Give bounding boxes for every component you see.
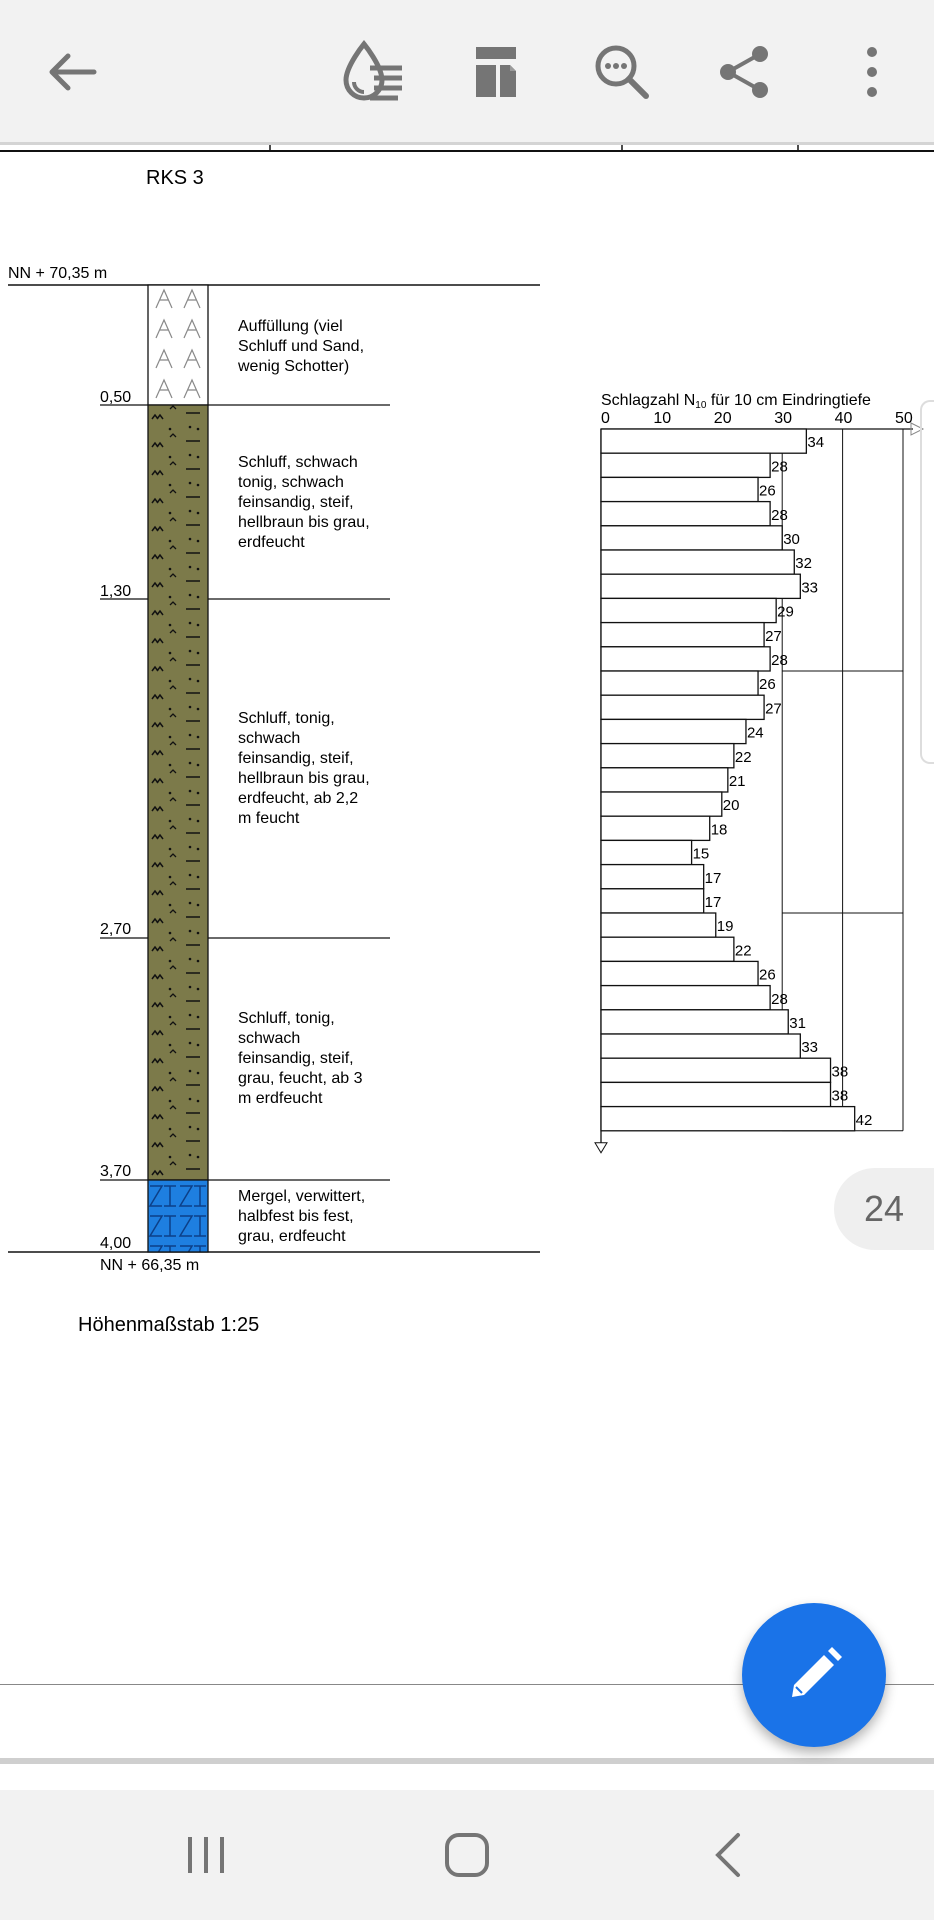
depth-label: 4,00 [100,1235,132,1252]
svg-text:feinsandig, steif,: feinsandig, steif, [238,1050,354,1067]
back-nav-icon[interactable] [688,1820,768,1890]
search-icon[interactable] [586,36,658,108]
borehole-profile-drawing [0,145,934,1685]
bar-value-label: 17 [704,869,722,887]
bar-value-label: 31 [789,1015,806,1032]
bar-value-label: 28 [771,990,788,1008]
bar-value-label: 29 [777,603,794,621]
svg-text:Schluff, schwach: Schluff, schwach [238,454,358,471]
document-page[interactable] [0,145,934,1685]
scroll-handle[interactable] [920,400,934,764]
bar [601,792,722,816]
bar [601,1010,788,1034]
depth-label: 3,70 [100,1163,132,1180]
svg-text:m feucht: m feucht [238,810,300,827]
bar-value-label: 28 [771,652,788,669]
bottom-elevation-label: NN + 66,35 m [100,1257,200,1274]
bar [601,598,776,622]
bar [601,865,704,889]
bar-value-label: 26 [759,676,776,694]
layer-description [237,318,364,375]
layer-description [238,710,370,827]
bar [601,574,800,598]
svg-text:Schluff, tonig,: Schluff, tonig, [238,710,335,727]
svg-text:erdfeucht: erdfeucht [238,534,305,551]
page-indicator: 24 [834,1168,934,1250]
depth-label: 0,50 [100,389,132,406]
svg-text:schwach: schwach [238,730,301,747]
svg-text:hellbraun bis grau,: hellbraun bis grau, [238,770,370,787]
bar-value-label: 26 [759,482,776,500]
svg-text:schwach: schwach [238,1030,301,1047]
page-layout-icon[interactable] [462,36,534,108]
bar [601,429,806,453]
svg-text:wenig Schotter): wenig Schotter) [238,358,350,375]
home-icon[interactable] [427,1820,507,1890]
bar [601,986,770,1010]
scale-label: Höhenmaßstab 1:25 [78,1314,260,1336]
axis-arrow [595,1143,607,1153]
svg-text:hellbraun bis grau,: hellbraun bis grau, [238,514,370,531]
svg-text:halbfest bis fest,: halbfest bis fest, [238,1208,354,1225]
bar-value-label: 30 [783,531,800,548]
bar [601,623,764,647]
bar [601,477,758,501]
borehole-title: RKS 3 [146,167,204,189]
bar-value-label: 17 [704,894,722,911]
bar-value-label: 18 [710,821,728,839]
svg-text:feinsandig, steif,: feinsandig, steif, [238,750,354,767]
bar [601,744,734,768]
bar [601,453,770,477]
bar [601,889,704,913]
bar [601,695,764,719]
depth-label: 2,70 [100,921,132,938]
bar-value-label: 26 [759,966,776,984]
bar-value-label: 33 [801,579,819,597]
bar-value-label: 38 [831,1087,849,1105]
share-icon[interactable] [708,36,780,108]
bar [601,937,734,961]
bar-value-label: 34 [807,434,825,452]
bar [601,671,758,695]
bar [601,1058,831,1082]
svg-text:Auffüllung (viel: Auffüllung (viel [238,318,343,335]
page-divider [0,1758,934,1764]
x-tick-label: 20 [713,410,732,427]
bar-value-label: 28 [771,506,788,524]
bar-value-label: 24 [746,724,764,742]
svg-text:tonig, schwach: tonig, schwach [238,474,344,491]
svg-text:feinsandig, steif,: feinsandig, steif, [238,494,354,511]
svg-text:grau, erdfeucht: grau, erdfeucht [238,1228,346,1245]
bar [601,816,710,840]
x-tick-label: 30 [774,410,792,427]
bar [601,1082,831,1106]
bar [601,768,728,792]
bar [601,1034,800,1058]
bar-value-label: 32 [795,555,812,573]
edit-pencil-icon [782,1643,846,1707]
recent-apps-icon[interactable] [166,1820,246,1890]
x-tick-label: 50 [895,410,913,427]
bar-value-label: 22 [734,748,752,766]
bar [601,502,770,526]
x-tick-label: 40 [834,410,853,427]
bar-value-label: 27 [765,700,782,718]
svg-text:erdfeucht, ab 2,2: erdfeucht, ab 2,2 [238,790,359,807]
bar [601,526,782,550]
bar-value-label: 20 [722,797,740,815]
layer-description [238,454,370,551]
bar [601,550,794,574]
system-nav-bar [0,1790,934,1920]
bar-value-label: 19 [716,918,734,936]
layer-description [238,1010,363,1107]
bar [601,961,758,985]
svg-text:Schluff und Sand,: Schluff und Sand, [238,338,365,355]
bar-value-label: 21 [728,773,746,790]
bar [601,647,770,671]
bar-value-label: 28 [771,458,788,476]
bar [601,1107,855,1131]
bar-value-label: 38 [831,1063,849,1081]
bar [601,719,746,743]
svg-text:Schluff, tonig,: Schluff, tonig, [238,1010,335,1027]
more-vert-icon[interactable] [836,36,908,108]
x-tick-label: 10 [653,410,672,427]
bar [601,840,692,864]
penetration-chart [595,392,923,1153]
svg-text:m erdfeucht: m erdfeucht [238,1090,323,1107]
top-app-bar [0,0,934,145]
bar-value-label: 27 [765,627,782,645]
x-tick-label: 0 [601,410,610,427]
arrow-left-icon[interactable] [36,36,108,108]
bar [601,913,716,937]
bar-value-label: 33 [801,1039,819,1057]
depth-label: 1,30 [100,583,132,600]
ink-drop-icon[interactable] [338,36,410,108]
edit-button[interactable] [742,1603,886,1747]
bar-value-label: 15 [692,845,710,863]
bar-value-label: 22 [734,942,752,960]
svg-text:grau, feucht, ab 3: grau, feucht, ab 3 [238,1070,363,1087]
svg-text:Mergel, verwittert,: Mergel, verwittert, [238,1188,366,1205]
chart-title: Schlagzahl N10 für 10 cm Eindringtiefe [601,392,871,411]
bar-value-label: 42 [855,1111,873,1129]
layer-description [238,1188,365,1245]
top-elevation-label: NN + 70,35 m [8,265,108,282]
